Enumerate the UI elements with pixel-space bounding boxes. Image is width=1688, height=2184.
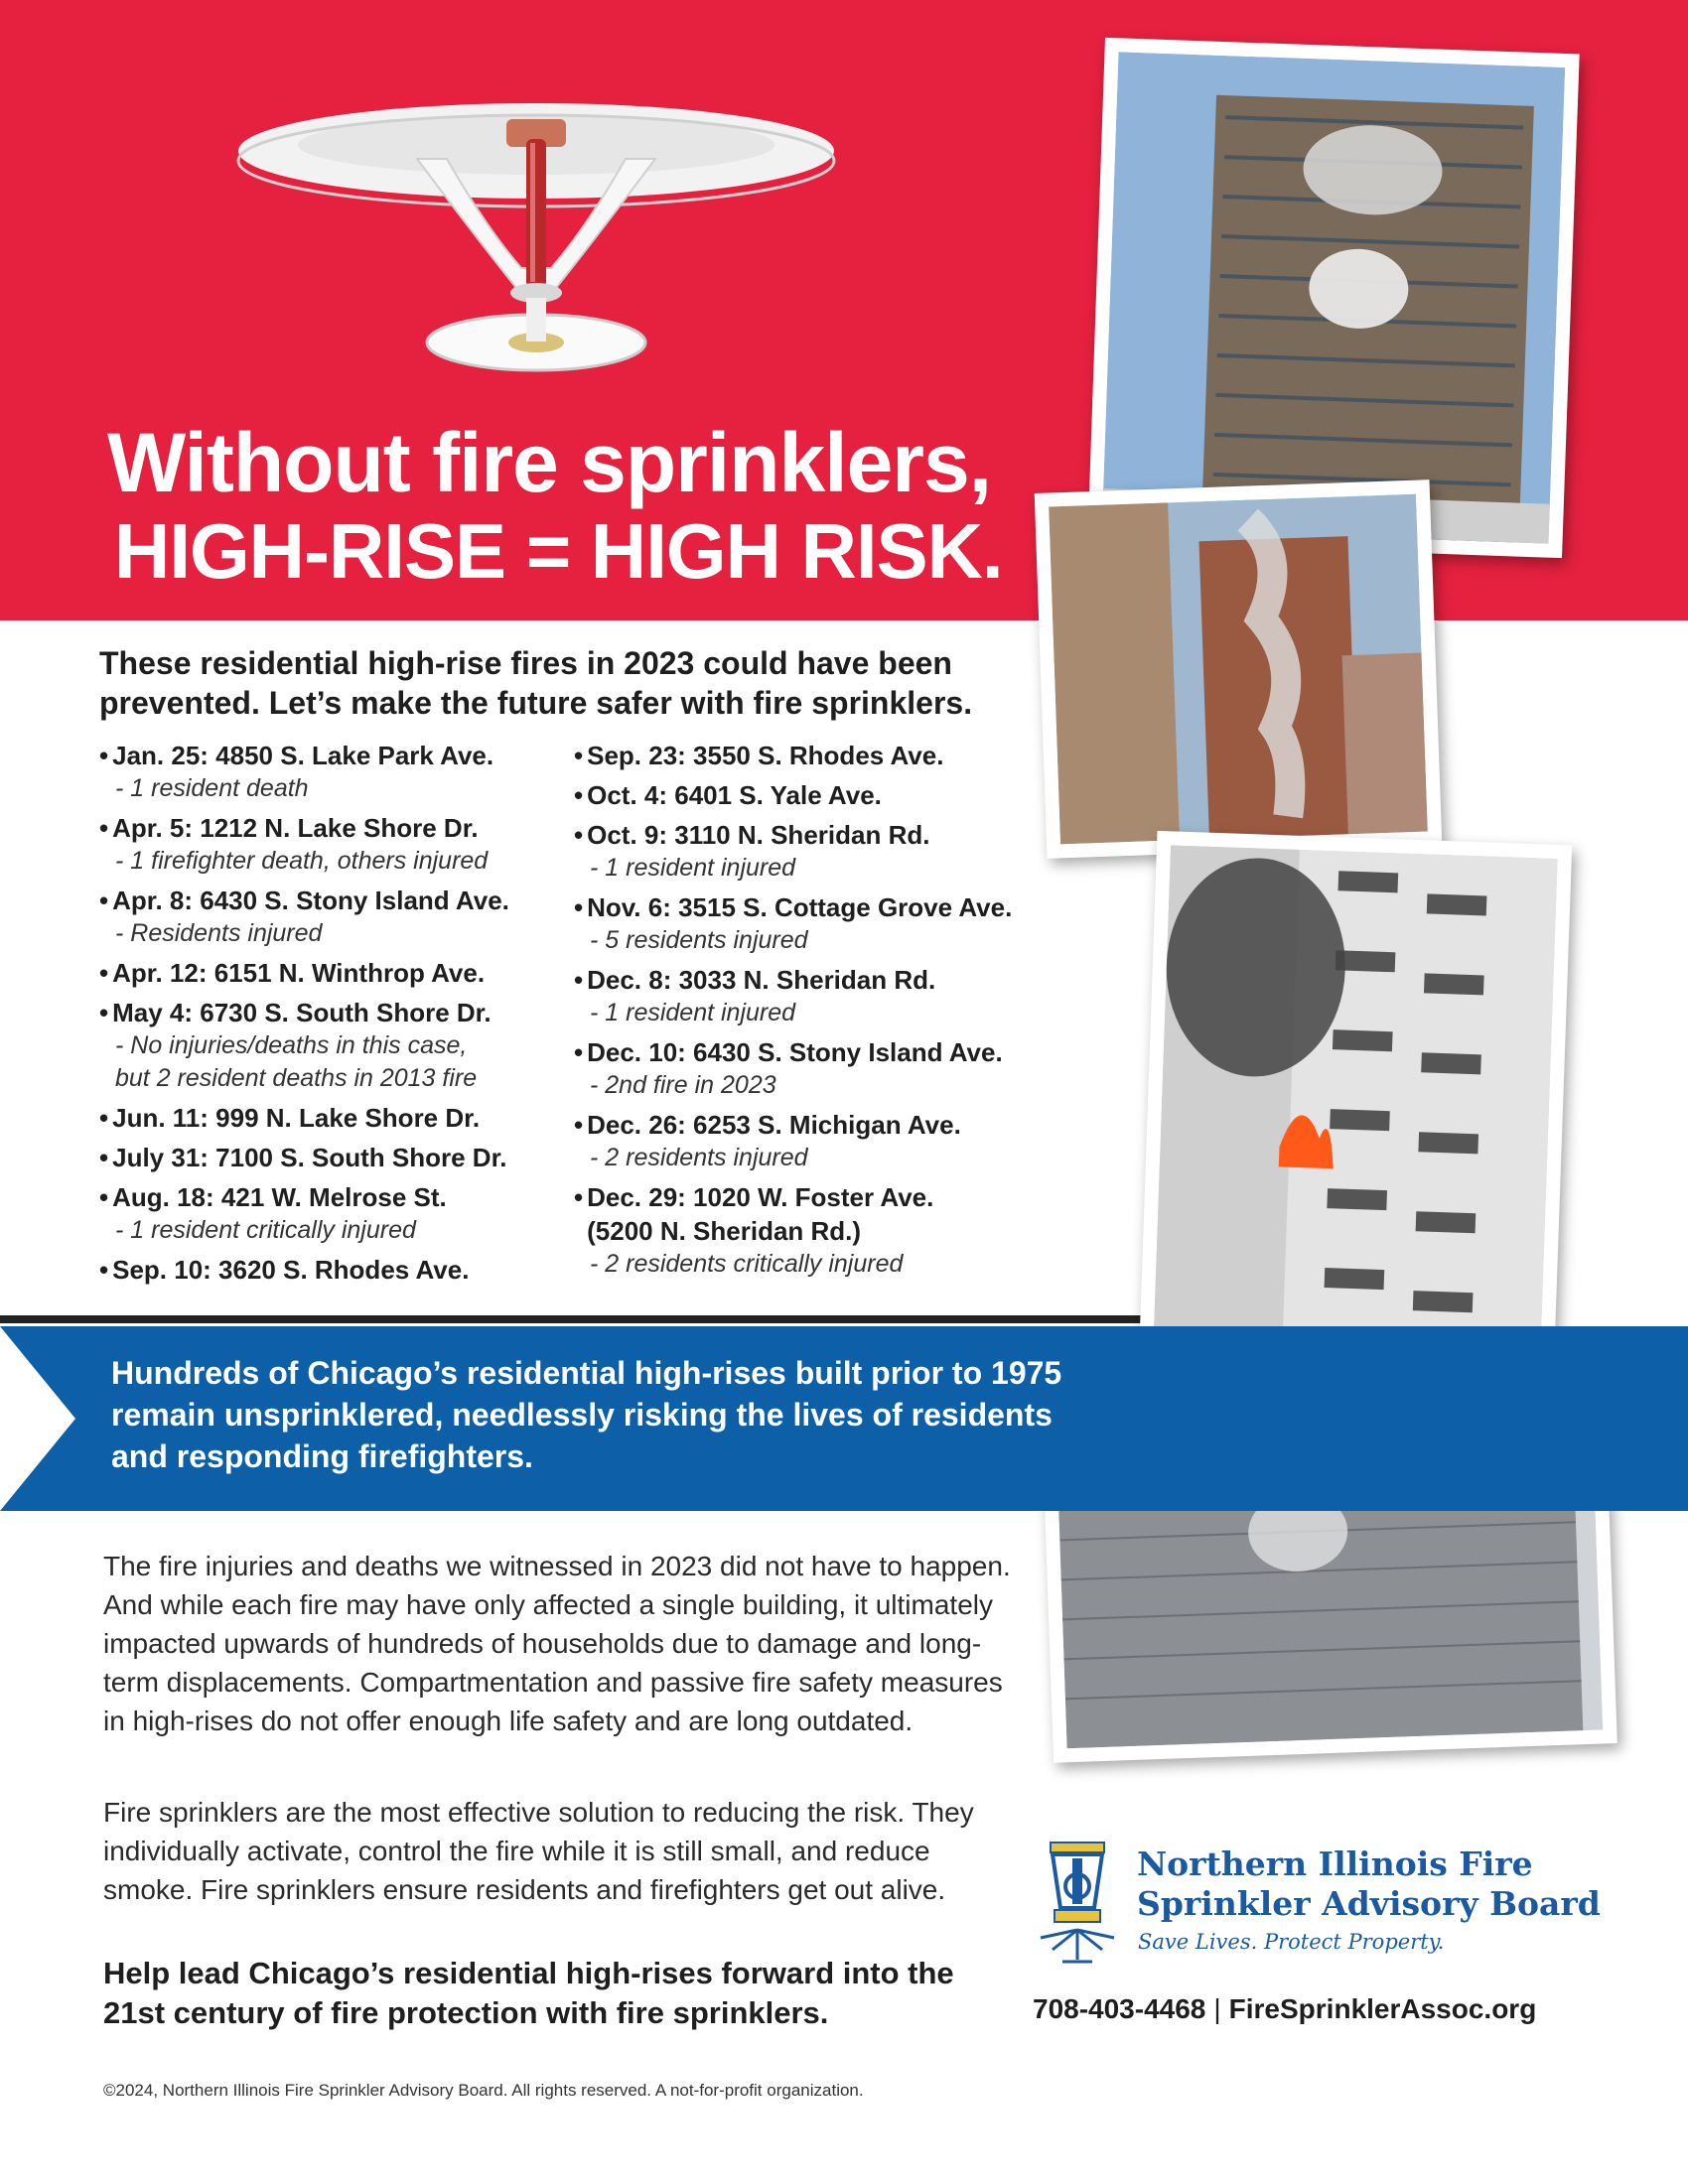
- fire-title-text: Dec. 8: 3033 N. Sheridan Rd.: [587, 965, 936, 995]
- fire-date-address: [99, 996, 596, 1029]
- photo-highrise-smoke: [1087, 38, 1579, 558]
- phone-number: 708-403-4468: [1033, 1993, 1206, 2024]
- fire-list-item: [99, 1141, 596, 1174]
- fire-title-text: Apr. 8: 6430 S. Stony Island Ave.: [112, 886, 509, 915]
- call-to-action: Help lead Chicago’s residential high-rises forward into the 21st century of fire protection with fire sprinklers.: [103, 1956, 954, 2030]
- bullet-icon: •: [574, 892, 584, 922]
- bullet-icon: •: [574, 741, 584, 770]
- fire-date-address: [99, 956, 596, 990]
- contact-separator: |: [1213, 1993, 1221, 2024]
- fire-outcome-note: - 2nd fire in 2023: [590, 1071, 776, 1099]
- bullet-icon: •: [99, 741, 109, 770]
- fire-title-text: Oct. 4: 6401 S. Yale Ave.: [587, 780, 882, 810]
- fire-date-address: [574, 1035, 1090, 1069]
- fire-date-address: [574, 890, 1090, 924]
- fire-list-item: [99, 996, 596, 1095]
- fire-date-address: [574, 818, 1090, 852]
- copyright-footer: ©2024, Northern Illinois Fire Sprinkler Advisory Board. All rights reserved. A not-for-profit organization.: [103, 2081, 864, 2100]
- fire-title-text: Sep. 23: 3550 S. Rhodes Ave.: [587, 741, 944, 770]
- fire-list-right: [574, 739, 1090, 1287]
- photo-brick-highrise-smoke: [1035, 479, 1443, 859]
- bullet-icon: •: [574, 1037, 584, 1067]
- fire-list-item: [574, 890, 1090, 957]
- sprinkler-head-image: [228, 99, 844, 417]
- fire-outcome-note: - 1 resident critically injured: [115, 1216, 416, 1244]
- fire-list-item: [574, 818, 1090, 885]
- bullet-icon: •: [574, 820, 584, 850]
- org-name-line-2: Sprinkler Advisory Board: [1137, 1884, 1601, 1923]
- fire-title-text: Jan. 25: 4850 S. Lake Park Ave.: [112, 741, 494, 770]
- intro-text: These residential high-rise fires in 2023 could have been prevented. Let’s make the future safer with fire sprinklers.: [99, 645, 973, 721]
- body-paragraph-1: The fire injuries and deaths we witnessed in 2023 did not have to happen. And while each fire may have only affected a single building, it ultimately impacted upwards of hundreds of households due to damage and long-term displacements. Compartmentation and passive fire safety measures in high-rises do not offer enough life safety and are long outdated.: [103, 1551, 1011, 1736]
- bullet-icon: •: [99, 813, 109, 843]
- fire-date-address: [574, 1180, 1090, 1248]
- bullet-icon: •: [99, 998, 109, 1027]
- fire-title-text: May 4: 6730 S. South Shore Dr.: [112, 998, 492, 1027]
- headline-line-1: Without fire sprinklers,: [107, 416, 992, 509]
- fire-date-address: [99, 1180, 596, 1214]
- fire-date-address: [99, 739, 596, 772]
- fire-list-item: [574, 963, 1090, 1029]
- fire-date-address: [99, 811, 596, 845]
- fire-list-item: [99, 1180, 596, 1247]
- body-paragraph-2: Fire sprinklers are the most effective solution to reducing the risk. They individually activate, control the fire while it is still small, and reduce smoke. Fire sprinklers ensure residents and firefighters get out alive.: [103, 1797, 974, 1905]
- blue-banner-notch: [0, 1326, 75, 1511]
- fire-outcome-note: - No injuries/deaths in this case, but 2 resident deaths in 2013 fire: [115, 1031, 478, 1092]
- contact-line: [1033, 1993, 1536, 2025]
- sprinkler-logo-icon: [1033, 1839, 1122, 1968]
- fire-list-item: [99, 884, 596, 950]
- fire-list-item: [99, 956, 596, 990]
- fire-list-item: [574, 778, 1090, 812]
- fire-date-address: [99, 884, 596, 917]
- fire-outcome-note: - Residents injured: [115, 919, 323, 947]
- bullet-icon: •: [99, 1255, 109, 1285]
- fire-date-address: [99, 1141, 596, 1174]
- fire-list-item: [99, 1253, 596, 1287]
- fire-title-text: Oct. 9: 3110 N. Sheridan Rd.: [587, 820, 930, 850]
- fire-date-address: [99, 1253, 596, 1287]
- fire-outcome-note: - 2 residents critically injured: [590, 1250, 904, 1278]
- fire-title-text: Apr. 5: 1212 N. Lake Shore Dr.: [112, 813, 479, 843]
- bullet-icon: •: [574, 1182, 584, 1212]
- fire-list-item: [99, 739, 596, 805]
- fire-date-address: [574, 963, 1090, 997]
- fire-title-text: Nov. 6: 3515 S. Cottage Grove Ave.: [587, 892, 1013, 922]
- bullet-icon: •: [99, 1182, 109, 1212]
- bullet-icon: •: [574, 780, 584, 810]
- fire-list-item: [99, 1101, 596, 1135]
- fire-title-text: Apr. 12: 6151 N. Winthrop Ave.: [112, 958, 486, 988]
- fire-date-address: [574, 1108, 1090, 1142]
- fire-list-item: [574, 739, 1090, 772]
- fire-list-left: [99, 739, 596, 1293]
- fire-title-text: July 31: 7100 S. South Shore Dr.: [112, 1143, 507, 1172]
- bullet-icon: •: [574, 1110, 584, 1140]
- fire-title-text: Dec. 10: 6430 S. Stony Island Ave.: [587, 1037, 1003, 1067]
- fire-date-address: [574, 778, 1090, 812]
- section-divider: [0, 1315, 1172, 1323]
- fire-outcome-note: - 5 residents injured: [590, 926, 808, 954]
- bullet-icon: •: [99, 886, 109, 915]
- fire-list-item: [574, 1108, 1090, 1174]
- fire-title-text: Jun. 11: 999 N. Lake Shore Dr.: [112, 1103, 481, 1133]
- blue-banner-text: Hundreds of Chicago’s residential high-rises built prior to 1975 remain unsprinklered, needlessly risking the lives of residents and responding firefighters.: [111, 1355, 1062, 1474]
- bullet-icon: •: [99, 1143, 109, 1172]
- fire-outcome-note: - 1 resident death: [115, 774, 309, 802]
- fire-outcome-note: - 1 firefighter death, others injured: [115, 847, 489, 875]
- website-link[interactable]: FireSprinklerAssoc.org: [1228, 1993, 1537, 2024]
- bullet-icon: •: [99, 958, 109, 988]
- fire-outcome-note: - 1 resident injured: [590, 854, 796, 882]
- fire-list-item: [574, 1035, 1090, 1102]
- fire-title-text: Aug. 18: 421 W. Melrose St.: [112, 1182, 447, 1212]
- fire-title-text: Dec. 26: 6253 S. Michigan Ave.: [587, 1110, 961, 1140]
- fire-title-text: Sep. 10: 3620 S. Rhodes Ave.: [112, 1255, 470, 1285]
- fire-outcome-note: - 1 resident injured: [590, 999, 796, 1026]
- fire-outcome-note: - 2 residents injured: [590, 1144, 808, 1171]
- fire-date-address: [99, 1101, 596, 1135]
- fire-list-item: [99, 811, 596, 878]
- bullet-icon: •: [574, 965, 584, 995]
- org-tagline: Save Lives. Protect Property.: [1138, 1930, 1445, 1954]
- bullet-icon: •: [99, 1103, 109, 1133]
- headline-line-2: HIGH-RISE = HIGH RISK.: [114, 507, 1003, 595]
- org-name-line-1: Northern Illinois Fire: [1137, 1844, 1533, 1883]
- fire-title-text: Dec. 29: 1020 W. Foster Ave. (5200 N. Sheridan Rd.): [587, 1182, 934, 1246]
- photo-balcony-fire: [1139, 831, 1573, 1379]
- fire-date-address: [574, 739, 1090, 772]
- fire-list-item: [574, 1180, 1090, 1281]
